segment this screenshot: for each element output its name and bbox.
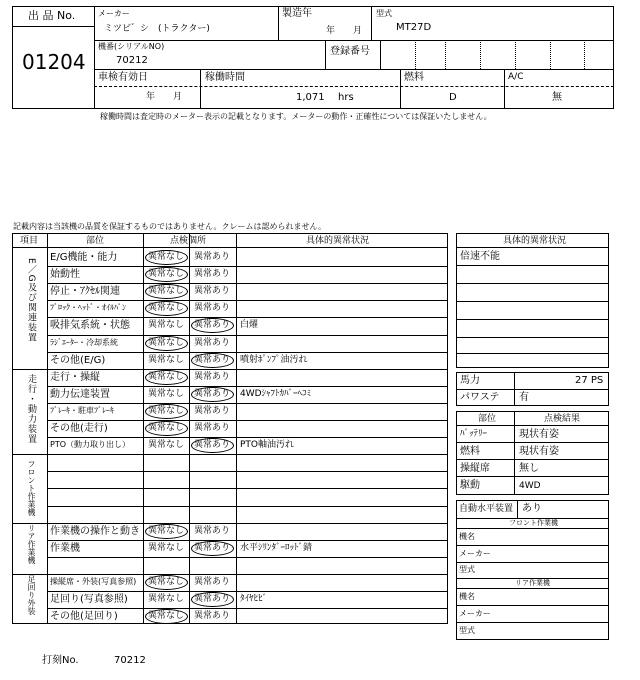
divider <box>456 247 609 248</box>
abnormal-option: 異常あり <box>194 320 231 330</box>
ac-label: A/C <box>508 72 524 82</box>
row-divider <box>47 420 448 421</box>
serial-value: 70212 <box>116 55 148 66</box>
normal-option: 異常なし <box>148 406 185 416</box>
selected-mark <box>145 370 188 385</box>
divider <box>12 247 448 248</box>
power-label: 馬力 <box>460 375 480 386</box>
check-result: 現状有姿 <box>519 446 559 457</box>
row-part: ﾗｼﾞｴｰﾀｰ・冷却系統 <box>50 338 118 347</box>
lot-number: 01204 <box>22 50 86 74</box>
group-label: 走行・動力装置 <box>26 374 36 444</box>
divider <box>456 476 609 477</box>
serial-label: 機番(シリアルNO) <box>98 42 165 51</box>
divider <box>94 40 614 41</box>
fuel-value: D <box>449 92 457 103</box>
divider <box>47 233 48 624</box>
normal-option: 異常なし <box>148 526 185 536</box>
selected-mark <box>145 267 188 282</box>
steering-label: パワステ <box>460 392 500 403</box>
hours-unit: hrs <box>338 92 354 103</box>
divider <box>456 545 609 546</box>
divider <box>456 528 609 529</box>
selected-mark <box>191 353 234 368</box>
abnormal-option: 異常あり <box>194 338 231 348</box>
normal-option: 異常なし <box>148 372 185 382</box>
abnormal-option: 異常あり <box>194 252 231 262</box>
divider <box>380 40 381 69</box>
divider <box>456 265 609 266</box>
row-part: 吸排気系統・状態 <box>50 320 130 331</box>
stamp-label: 打刻No. <box>42 655 79 666</box>
maker-label: メーカー <box>98 9 130 18</box>
normal-option: 異常なし <box>148 303 185 313</box>
row-detail: 水平ｼﾘﾝﾀﾞｰﾛｯﾄﾞ錆 <box>240 543 313 553</box>
row-part: ﾌﾞﾚｰｷ・駐車ﾌﾞﾚｰｷ <box>50 406 114 415</box>
selected-mark <box>191 318 234 333</box>
stamp-value: 70212 <box>114 655 146 666</box>
row-part: その他(足回り) <box>50 611 118 622</box>
divider <box>415 40 416 69</box>
divider <box>236 233 237 624</box>
divider <box>456 442 609 443</box>
divider <box>445 40 446 69</box>
divider <box>456 353 609 354</box>
hours-label: 稼働時間 <box>205 72 245 83</box>
group-eg <box>13 250 47 368</box>
abnormal-option: 異常あり <box>194 611 231 621</box>
row-divider <box>47 506 448 507</box>
row-part: 操縦席・外装(写真参照) <box>50 577 137 586</box>
row-divider <box>47 283 448 284</box>
rear-model-label: 型式 <box>459 626 475 635</box>
selected-mark <box>145 421 188 436</box>
row-part: PTO（動力取り出し） <box>50 440 131 449</box>
divider <box>456 605 609 606</box>
selected-mark <box>145 609 188 624</box>
row-divider <box>47 300 448 301</box>
check-result: 無し <box>519 463 539 474</box>
divider <box>189 233 190 624</box>
selected-mark <box>145 524 188 539</box>
divider <box>456 337 609 338</box>
divider <box>371 6 372 40</box>
row-detail: 白燿 <box>240 320 259 330</box>
selected-mark <box>191 438 234 453</box>
abnormal-option: 異常あり <box>194 286 231 296</box>
row-divider <box>47 335 448 336</box>
abnormal-option: 異常あり <box>194 355 231 365</box>
selected-mark <box>145 336 188 351</box>
divider <box>480 40 481 69</box>
row-divider <box>47 608 448 609</box>
col-part-header: 部位 <box>86 236 105 246</box>
part-header: 部位 <box>478 414 497 424</box>
fuel-label: 燃料 <box>404 72 424 83</box>
normal-option: 異常なし <box>148 423 185 433</box>
normal-option: 異常なし <box>148 577 185 587</box>
divider <box>12 26 94 27</box>
normal-option: 異常なし <box>148 611 185 621</box>
abnormal-option: 異常あり <box>194 389 231 399</box>
group-front <box>13 456 47 521</box>
rear-maker-label: メーカー <box>459 609 491 618</box>
group-label: リア作業機 <box>27 524 36 564</box>
divider <box>200 69 201 109</box>
normal-option: 異常なし <box>148 543 185 553</box>
row-divider <box>47 591 448 592</box>
selected-mark <box>191 541 234 556</box>
row-divider <box>47 488 448 489</box>
divider <box>456 459 609 460</box>
col-check-header: 点検個所 <box>170 236 207 246</box>
result-header: 点検結果 <box>544 414 581 424</box>
row-detail: PTO軸油汚れ <box>240 440 295 450</box>
abnormal-option: 異常あり <box>194 269 231 279</box>
abnormal-option: 異常あり <box>194 303 231 313</box>
row-part: 足回り(写真参照) <box>50 594 128 605</box>
lot-label: 出 品 No. <box>28 9 76 22</box>
row-detail: ﾀｲﾔﾋﾋﾞ <box>240 594 268 604</box>
check-part: 操縦席 <box>460 463 490 474</box>
row-part: その他(走行) <box>50 423 108 434</box>
divider <box>456 622 609 623</box>
rear-name-label: 機名 <box>459 592 475 601</box>
divider <box>456 301 609 302</box>
col-item-header: 項目 <box>20 236 39 246</box>
divider <box>456 389 609 390</box>
divider <box>94 86 614 87</box>
front-model-label: 型式 <box>459 565 475 574</box>
normal-option: 異常なし <box>148 286 185 296</box>
group-label: 足回り外装 <box>27 575 36 615</box>
divider <box>456 283 609 284</box>
normal-option: 異常なし <box>148 440 185 450</box>
row-divider <box>47 317 448 318</box>
front-implement-header: フロント作業機 <box>509 519 558 527</box>
abnormal-option: 異常あり <box>194 406 231 416</box>
group-undercarriage <box>13 573 47 623</box>
row-divider <box>47 557 448 558</box>
check-part: 燃料 <box>460 446 480 457</box>
inspection-date-label: 車検有効日 <box>98 72 148 83</box>
group-label: フロント作業機 <box>27 460 36 516</box>
normal-option: 異常なし <box>148 338 185 348</box>
divider <box>514 411 515 495</box>
row-divider <box>12 454 448 455</box>
auto-level-value: あり <box>522 503 542 514</box>
row-divider <box>47 352 448 353</box>
abnormal-option: 異常あり <box>194 577 231 587</box>
normal-option: 異常なし <box>148 252 185 262</box>
normal-option: 異常なし <box>148 594 185 604</box>
row-part: 走行・操縦 <box>50 372 100 383</box>
abnormal-option: 異常あり <box>194 372 231 382</box>
row-divider <box>47 386 448 387</box>
normal-option: 異常なし <box>148 320 185 330</box>
steering-value: 有 <box>519 392 529 403</box>
selected-mark <box>145 301 188 316</box>
selected-mark <box>145 404 188 419</box>
selected-mark <box>145 250 188 265</box>
detail-header: 具体的異常状況 <box>503 236 567 246</box>
normal-option: 異常なし <box>148 389 185 399</box>
row-divider <box>47 471 448 472</box>
row-divider <box>47 437 448 438</box>
row-part: 作業機 <box>50 543 80 554</box>
year-label: 製造年 <box>282 8 312 19</box>
hours-value: 1,071 <box>296 92 325 103</box>
row-part: 停止・ｱｸｾﾙ関連 <box>50 286 120 297</box>
divider <box>456 588 609 589</box>
model-value: MT27D <box>396 22 432 33</box>
divider <box>325 40 326 69</box>
quality-note: 記載内容は当該機の品質を保証するものではありません。クレームは認められません。 <box>13 222 326 231</box>
model-label: 型式 <box>376 9 392 18</box>
check-part: 駆動 <box>460 480 480 491</box>
group-label: E／G及び関連装置 <box>26 258 36 343</box>
maker-value: ミツビ゛シ (トラクター) <box>104 24 210 34</box>
row-divider <box>47 266 448 267</box>
meter-note: 稼働時間は査定時のメーター表示の記載となります。メーターの動作・正確性については保証いたしません。 <box>100 112 492 121</box>
normal-option: 異常なし <box>148 355 185 365</box>
divider <box>456 319 609 320</box>
front-name-label: 機名 <box>459 532 475 541</box>
registration-label: 登録番号 <box>330 46 370 57</box>
row-part: ﾌﾞﾛｯｸ・ﾍｯﾄﾞ・ｵｲﾙﾊﾟﾝ <box>50 303 126 312</box>
row-detail: 噴射ﾎﾟﾝﾌﾟ油汚れ <box>240 355 308 365</box>
row-part: 作業機の操作と動き <box>50 526 140 537</box>
ac-value: 無 <box>552 92 562 103</box>
selected-mark <box>145 284 188 299</box>
row-divider <box>12 523 448 524</box>
front-maker-label: メーカー <box>459 549 491 558</box>
normal-option: 異常なし <box>148 269 185 279</box>
row-divider <box>12 369 448 370</box>
selected-mark <box>145 575 188 590</box>
abnormal-option: 異常あり <box>194 543 231 553</box>
rear-implement-header: リア作業機 <box>515 579 550 587</box>
abnormal-option: 異常あり <box>194 440 231 450</box>
group-rear <box>13 522 47 572</box>
divider <box>504 69 505 109</box>
divider <box>456 425 609 426</box>
divider <box>94 6 95 109</box>
divider <box>517 500 518 518</box>
selected-mark <box>191 592 234 607</box>
selected-mark <box>191 387 234 402</box>
divider <box>278 6 279 40</box>
check-part: ﾊﾞｯﾃﾘｰ <box>460 429 488 439</box>
check-result: 4WD <box>519 481 541 491</box>
abnormal-option: 異常あり <box>194 526 231 536</box>
divider <box>143 233 144 624</box>
abnormal-option: 異常あり <box>194 594 231 604</box>
divider <box>514 372 515 406</box>
divider <box>584 40 585 69</box>
check-result: 現状有姿 <box>519 429 559 440</box>
col-detail-header: 具体的異常状況 <box>306 236 370 246</box>
row-part: 始動性 <box>50 269 80 280</box>
row-divider <box>47 403 448 404</box>
divider <box>456 562 609 563</box>
divider <box>400 69 401 109</box>
row-divider <box>47 540 448 541</box>
row-part: その他(E/G) <box>50 355 106 366</box>
divider <box>94 69 614 70</box>
group-drive <box>13 370 47 455</box>
row-divider <box>12 574 448 575</box>
row-part: 動力伝達装置 <box>50 389 110 400</box>
auto-level-label: 自動水平装置 <box>459 504 514 514</box>
detail-first: 倍速不能 <box>460 251 500 262</box>
inspection-date-suffix: 年 月 <box>146 92 183 102</box>
row-detail: 4WDｼｬﾌﾄｶﾊﾞｰﾍｺﾐ <box>240 389 312 399</box>
abnormal-option: 異常あり <box>194 423 231 433</box>
row-part: E/G機能・能力 <box>50 252 118 263</box>
year-suffix: 年 月 <box>326 26 363 36</box>
divider <box>550 40 551 69</box>
power-value: 27 PS <box>575 375 604 386</box>
divider <box>515 40 516 69</box>
